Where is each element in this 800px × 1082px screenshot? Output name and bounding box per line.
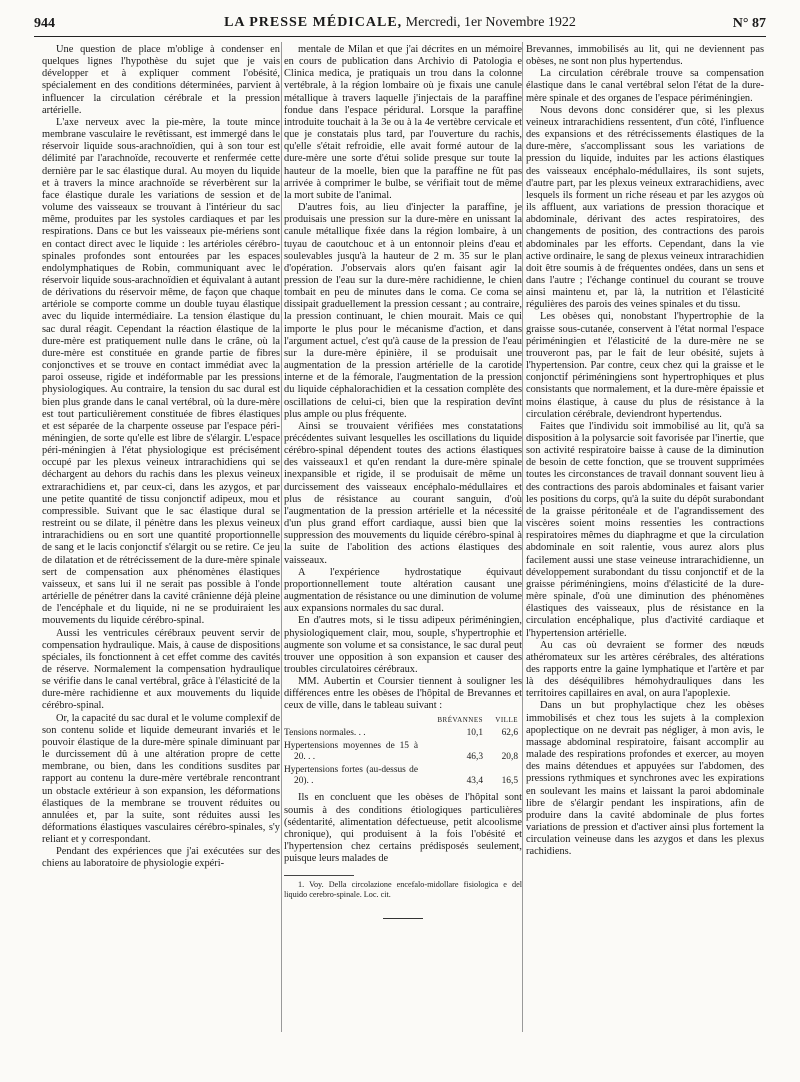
paragraph: Ainsi se trouvaient vérifiées mes constatations précédentes suivant lesquelles les oscillations du liquide cérébro-spinal dépendent toutes des actions élastiques des vaisseaux1 et qu'en rendant la dure-mère spinale inexpansible et rigide, il se produisait de même un durcissement des vaisseaux encéphalo-médullaires et plus de résistance au courant sanguin, d'où l'augmentation de la pression artérielle et la nécessité d'un plus grand effort cardiaque, aussi bien que la suppression des mouvements du liquide cérébro-spinal à la suite de l'abolition des actions élastiques des vaisseaux. [284, 420, 522, 566]
issue-date: Mercredi, 1er Novembre 1922 [405, 15, 576, 30]
end-rule [383, 918, 423, 919]
issue-number: N° 87 [732, 16, 766, 31]
paragraph: Brevannes, immobilisés au lit, qui ne deviennent pas obèses, ne sont non plus hypertendus. [526, 44, 764, 68]
paragraph: Pendant des expériences que j'ai exécutées sur des chiens au laboratoire de physiologie expéri- [42, 846, 280, 870]
footnote-divider [284, 875, 354, 876]
paragraph: L'axe nerveux avec la pie-mère, la toute mince membrane vasculaire le revêtissant, est immergé dans le réservoir liquide sous-arachnoïdien, qui à son tour est délimité par l'arachnoïde, recouverte et renfermée cette dernière par le sac élastique dural. Au moyen du liquide et à travers la mince arachnoïde se réverbèrent sur la face élastique durale les variations de session et de volume des vaisseaux se trouvant à l'intérieur du sac même, produites par les systoles cardiaques et par les respirations. Dans ce but les vaisseaux pie-mériens sont en contact direct avec le liquide : les artérioles cérébro-spinales profondes sont entourées par les espaces endolymphatiques de Robin, communiquant avec le réservoir liquide sous-arachnoïdien et équivalant à autant de dérivations du réservoir même, de façon que chaque artériole se comporte comme un double tuyau élastique avec du liquide intermédiaire. La tension élastique du sac dural réagit. Cependant la réaction élastique de la dure-mère est pratiquement nulle dans le crâne, où la dure-mère est constituée en grande partie de fibres conjonctives et se trouve en contact immédiat avec la paroi osseuse, rigide et indéformable par les pressions physiologiques. Au contraire, la tension du sac dural est bien plus grande dans le canal vertébral, où la dure-mère est tout particulièrement constituée de fibres élastiques et est séparée de la charpente osseuse par l'espace péri-méningien, de sorte qu'elle est libre de s'élargir. L'espace péri-méningien à l'état physiologique est précisément occupé par les plexus veineux intrarachidiens qui se déchargent au dehors du rachis dans les plexus veineux extrarachidiens et, par ceux-ci, dans les azygos, et par une petite quantité de tissu conjonctif adipeux, mou et compressible. Suivant que le sac élastique dural se restreint ou se dilate, il pénètre dans les plexus veineux intrarachidiens ou en sort une quantité proportionnelle de sang et le lacis conjonctif s'élargit ou se retire. Ce jeu de dilatation et de rétrécissement de la dure-mère spinale sert de compensation aux phénomènes élastiques vaisseux, et sans lui il ne serait pas possible à l'onde artérielle de pénétrer dans la cavité crânienne déjà pleine de l'encéphale et du liquide, ni ne se produiraient les mouvements du liquide cérébro-spinal. [42, 116, 280, 627]
paragraph: En d'autres mots, si le tissu adipeux périméningien, physiologiquement clair, mou, souple, s'hypertrophie et augmente son volume et sa consistance, le sac dural peut trouver une opposition à son expansion et causer des troubles circulatoires cérébraux. [284, 615, 522, 675]
footnote: 1. Voy. Della circolazione encefalo-midollare fisiologica e del liquido cerebro-spinale. Loc. cit. [284, 880, 522, 900]
column-1 [42, 44, 280, 871]
cell-ville: 20,8 [501, 751, 518, 762]
journal-name: LA PRESSE MÉDICALE, [224, 15, 403, 30]
running-header [34, 14, 766, 37]
column-divider [281, 42, 282, 1032]
paragraph: Une question de place m'oblige à condenser en quelques lignes l'hypothèse du sujet que je vais développer et à expliquer comment l'obésité, spécialement en des conditions déterminées, parvient à influencer la circulation cérébrale et la pression artérielle. [42, 44, 280, 116]
paragraph: Les obèses qui, nonobstant l'hypertrophie de la graisse sous-cutanée, conservent à l'état normal l'espace périméningien et l'élasticité de la dure-mère ne se trouveront pas, par le fait de leur obésité, sujets à l'hypertension. Par contre, ceux chez qui la graisse et le conjonctif périméningiens sont hypertrophiques et plus consistants que normalement, et la dure-mère épaissie et moins élastique, à cause du plus de résistance à la circulation cérébrale, deviendront hypertendus. [526, 311, 764, 420]
paragraph: Faites que l'individu soit immobilisé au lit, qu'à sa disposition à la polysarcie soit favorisée par l'inertie, que son activité respiratoire baisse à cause de la diminution de besoin de cette fonction, que se trouvent supprimées toutes les circonstances de travail donnant souvent lieu à des contractions des parois abdominales et faisant varier les positions du corps, qu'à la suite du dépôt surabondant de la graisse péritonéale et de l'agrandissement des viscères soient moins ressenties les contractions respiratoires mêmes du diaphragme et que la circulation abdominale en soit ralentie, vous aurez alors plus facilement aussi une stase veineuse intrarachidienne, un développement surabondant du tissu conjonctif et de la graisse périméningiens, moins d'élasticité de la dure-mère spinale, d'où une diminution des phénomènes élastiques des vaisseaux, plus de résistance en la circulation encéphalique, plus d'activité cardiaque et l'hypertension artérielle. [526, 420, 764, 639]
column-2 [284, 44, 522, 919]
paragraph: Dans un but prophylactique chez les obèses immobilisés et chez tous les sujets à la complexion apoplectique on ne devrait pas négliger, à mon avis, le massage abdominal respiratoire, faisant accomplir au malade des respirations profondes et exercer, au moyen des mains détendues et appuyées sur l'abdomen, des pressions rythmiques et synchrones avec les expirations en soulevant les mains et laissant la paroi abdominale libre de s'élargir pendant les inspirations, afin de produire dans la cavité abdominale de plus fortes variations de pression et d'activer ainsi plus fortement la circulation veineuse dans les azygos et dans les plexus rachidiens. [526, 700, 764, 858]
table-row [284, 764, 522, 788]
row-label: Tensions normales. . . [284, 728, 366, 739]
paragraph: Ils en concluent que les obèses de l'hôpital sont soumis à des conditions étiologiques particulières (sédentarité, alimentation défectueuse, petit alcoolisme chronique), qui produisent à la fois l'obésité et l'hypertension chez certains prédisposés seulement, puisque leurs malades de [284, 792, 522, 865]
table-row [284, 727, 522, 740]
cell-ville: 16,5 [501, 775, 518, 786]
table-header-ville: VILLE [495, 715, 518, 724]
cell-brevannes: 10,1 [466, 728, 483, 739]
row-label: Hypertensions fortes (au-dessus de 20). . [284, 764, 419, 786]
cell-brevannes: 43,4 [466, 775, 483, 786]
cell-ville: 62,6 [501, 728, 518, 739]
paragraph: Nous devons donc considérer que, si les plexus veineux intrarachidiens ressentent, d'un côté, l'influence des expansions et des rétrécissements élastiques de la dure-mère, s'accomplissant sous les variations de pression du liquide, induites par les actions élastiques des vaisseaux encéphalo-médullaires, ils sont sujets, d'autre part, par les plexus veineux extrarachidiens, avec lesquels ils forment un riche réseau et par les azygos où ils affluent, aux variations de pression thoracique et abdominale, dérivant des actes respiratoires, des changements de position, des contractions des parois abdominales par les efforts. Cependant, dans la vie active ordinaire, le sang de plexus veineux intrarachidien doit être soumis à de fréquentes ondées, dans un sens et dans l'autre ; l'échange continuel du courant se trouve ainsi maintenu et, par là, la nutrition et l'élasticité régulières des parois des veines spinales et du tissu. [526, 104, 764, 311]
hypertension-table [284, 715, 522, 788]
cell-brevannes: 46,3 [466, 751, 483, 762]
paragraph: Aussi les ventricules cérébraux peuvent servir de compensation hydraulique. Mais, à cause de dispositions spéciales, ils fonctionnent à cet effet comme des cavités de réserve. Normalement la compensation hydraulique se vérifie dans le canal vertébral, grâce à l'élasticité de la dure-mère rachidienne et aux mouvements du liquide cérébro-spinal. [42, 627, 280, 712]
paragraph: mentale de Milan et que j'ai décrites en un mémoire en cours de publication dans Archivio di Patologia e Clinica medica, je pratiquais un trou dans la colonne vertébrale, à la région lombaire où je fixais une canule métallique à travers laquelle j'injectais de la paraffine fondue dans l'espace péridural. Lorsque la paraffine introduite touchait à la 3e ou à la 4e vertèbre cervicale et que je constatais plus tard, par l'ouverture du rachis, qu'elle s'était refroidie, elle avait formé autour de la dure-mère une sorte d'étui solide presque sur toute la hauteur de la moelle, bien que la paraffine ne fût pas arrivée à comprimer le bulbe, se vérifiait tout de même la mort subite de l'animal. [284, 44, 522, 201]
paragraph: La circulation cérébrale trouve sa compensation élastique dans le canal vertébral selon l'état de la dure-mère spinale et des organes de l'espace périméningien. [526, 68, 764, 104]
column-divider [522, 42, 523, 1032]
page-number: 944 [34, 16, 55, 31]
table-row [284, 740, 522, 764]
paragraph: Or, la capacité du sac dural et le volume complexif de son contenu solide et liquide demeurant invariés et le pouvoir élastique de la dure-mère spinale diminuant par le durcissement dû à une altération propre de cette membrane, ou bien, dans les conditions susdites par rapport au contenu la dure-mère vertébrale rencontrant un obstacle extérieur à son expansion, les déformations élastiques de la membrane se trouvent réduites ou annulées et, par la suite, sont réduites aussi les déformations élastiques vasculaires cérébro-spinales, s'y reliant et y correspondant. [42, 712, 280, 846]
table-header-blank [284, 715, 422, 728]
paragraph: D'autres fois, au lieu d'injecter la paraffine, je produisais une pression sur la dure-mère en unissant la canule métallique fixée dans la région lombaire, à un tuyau de caoutchouc et à un entonnoir pleins d'eau et soulevables jusqu'à la hauteur de 2 m. 35 sur le plan d'opération. J'observais alors qu'en faisant agir la pression de l'eau sur la dure-mère rachidienne, le chien tombait en peu de minutes dans le coma. Ce coma se dissipait graduellement la pression cessant ; au contraire, la pression continuant, le chien mourait. Mais ce qui importe le plus pour le mécanisme d'action, et dans l'argument actuel, c'est qu'à cause de la pression de l'eau sur la dure-mère épinière, il se produisait une augmentation de la pression artérielle de la carotide interne et de la fémorale, l'augmentation de la pression du liquide céphalorachidien et la cessation complète des oscillations de celui-ci, bien que la respiration devînt plus ample ou plus fréquente. [284, 202, 522, 420]
paragraph: MM. Aubertin et Coursier tiennent à souligner les différences entre les obèses de l'hôpital de Brevannes et ceux de ville, dans le tableau suivant : [284, 676, 522, 712]
column-3 [526, 44, 764, 858]
table-header-brevannes: BRÉVANNES [437, 715, 483, 724]
row-label: Hypertensions moyennes de 15 à 20. . . [284, 741, 419, 762]
paragraph: Au cas où devraient se former des nœuds athéromateux sur les artères cérébrales, des altérations des rapports entre la gaine lymphatique et l'artère et par là des déséquilibres hémohydrauliques dans les territoires capillaires en aval, on aura l'apoplexie. [526, 639, 764, 700]
header-title [34, 15, 766, 31]
paragraph: A l'expérience hydrostatique équivaut proportionnellement toute altération causant une augmentation de résistance ou une diminution de volume aux expansions normales du sac dural. [284, 566, 522, 615]
